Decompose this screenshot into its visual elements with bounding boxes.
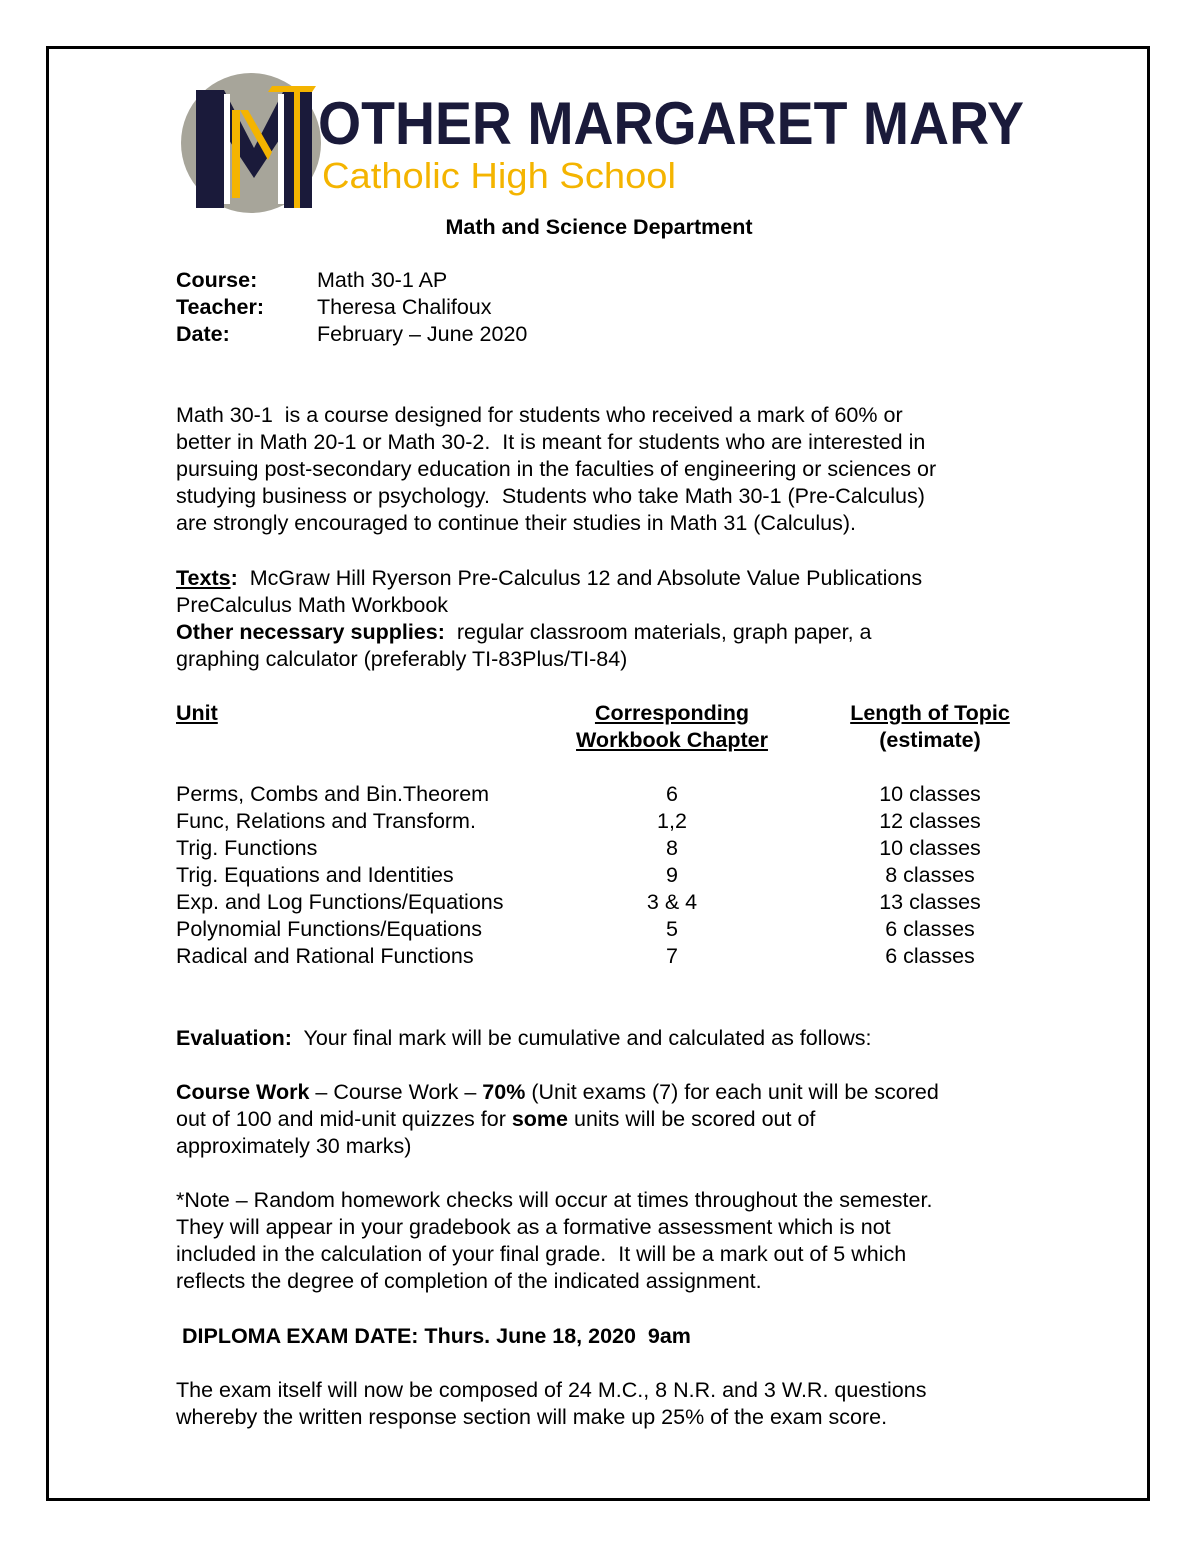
header-length-line1: Length of Topic (850, 701, 1010, 725)
header-length-line2: (estimate) (879, 728, 981, 752)
coursework-dash: – Course Work – (309, 1080, 483, 1104)
cell-unit: Exp. and Log Functions/Equations (176, 890, 504, 914)
note-paragraph (176, 1187, 1036, 1295)
cell-unit: Perms, Combs and Bin.Theorem (176, 782, 490, 806)
cell-chapter: 3 & 4 (646, 890, 698, 914)
logo-m-white-left (224, 94, 230, 204)
coursework-some: some (511, 1107, 569, 1131)
table-header-row-2 (176, 727, 1036, 754)
note-line: *Note – Random homework checks will occur at times throughout the semester. (176, 1188, 933, 1212)
exam-line: The exam itself will now be composed of 24 M.C., 8 N.R. and 3 W.R. questions (176, 1378, 927, 1402)
date-label: Date: (176, 322, 230, 346)
course-label: Course: (176, 268, 258, 292)
intro-paragraph (176, 402, 1036, 537)
cell-length: 10 classes (879, 782, 981, 806)
intro-line: are strongly encouraged to continue their studies in Math 31 (Calculus). (176, 511, 857, 535)
coursework-percent: 70% (482, 1080, 526, 1104)
note-line: reflects the degree of completion of the indicated assignment. (176, 1269, 762, 1293)
cell-unit: Trig. Functions (176, 836, 318, 860)
cell-length: 6 classes (885, 917, 975, 941)
supplies-label: Other necessary supplies: (176, 620, 445, 644)
intro-line: studying business or psychology. Students who take Math 30-1 (Pre-Calculus) (176, 484, 925, 508)
coursework-line2-post: units will be scored out of (568, 1107, 816, 1131)
note-line: They will appear in your gradebook as a formative assessment which is not (176, 1215, 891, 1239)
coursework-line2-pre: out of 100 and mid-unit quizzes for (176, 1107, 512, 1131)
intro-line: pursuing post-secondary education in the faculties of engineering or sciences or (176, 457, 937, 481)
evaluation-label: Evaluation: (176, 1026, 292, 1050)
cell-chapter: 8 (666, 836, 678, 860)
coursework-line3: approximately 30 marks) (176, 1134, 412, 1158)
cell-chapter: 6 (666, 782, 678, 806)
cell-length: 12 classes (879, 809, 981, 833)
cell-chapter: 9 (666, 863, 678, 887)
cell-unit: Polynomial Functions/Equations (176, 917, 482, 941)
header-chapter-line1: Corresponding (594, 701, 750, 725)
materials-section (176, 565, 1036, 673)
intro-line: better in Math 20-1 or Math 30-2. It is meant for students who are interested in (176, 430, 926, 454)
table-row (176, 943, 1036, 970)
cell-length: 13 classes (879, 890, 981, 914)
table-row (176, 835, 1036, 862)
cell-unit: Func, Relations and Transform. (176, 809, 476, 833)
texts-line1: McGraw Hill Ryerson Pre-Calculus 12 and Absolute Value Publications (237, 566, 923, 590)
date-value: February – June 2020 (317, 322, 528, 346)
evaluation-section (176, 1025, 1036, 1052)
table-row (176, 808, 1036, 835)
diploma-exam-date: DIPLOMA EXAM DATE: Thurs. June 18, 2020 9am (176, 1324, 691, 1348)
logo-m-white-right (278, 94, 284, 204)
logo-m-gold-left (232, 110, 240, 198)
cell-unit: Trig. Equations and Identities (176, 863, 454, 887)
table-row (176, 862, 1036, 889)
texts-line2: PreCalculus Math Workbook (176, 593, 449, 617)
school-logo-graphic (176, 70, 1036, 220)
logo-m-gold-right (294, 90, 300, 208)
department-heading: Math and Science Department (445, 215, 753, 239)
supplies-line1: regular classroom materials, graph paper, a (444, 620, 872, 644)
logo-subtitle: Catholic High School (322, 155, 676, 196)
table-header-row (176, 700, 1036, 727)
note-line: included in the calculation of your final grade. It will be a mark out of 5 which (176, 1242, 907, 1266)
cell-chapter: 1,2 (657, 809, 687, 833)
coursework-label: Course Work (176, 1080, 310, 1104)
coursework-rest: (Unit exams (7) for each unit will be scored (525, 1080, 939, 1104)
evaluation-text: Your final mark will be cumulative and calculated as follows: (291, 1026, 872, 1050)
logo-title: OTHER MARGARET MARY (318, 90, 1024, 157)
school-logo (176, 70, 1036, 220)
teacher-label: Teacher: (176, 295, 265, 319)
course-value: Math 30-1 AP (317, 268, 448, 292)
logo-m-gold-top (268, 86, 316, 92)
cell-length: 10 classes (879, 836, 981, 860)
header-chapter-line2: Workbook Chapter (576, 728, 768, 752)
table-row (176, 889, 1036, 916)
exam-paragraph (176, 1377, 1036, 1431)
exam-line: whereby the written response section will make up 25% of the exam score. (176, 1405, 888, 1429)
cell-chapter: 7 (666, 944, 678, 968)
coursework-section (176, 1079, 1036, 1160)
table-row (176, 916, 1036, 943)
table-row (176, 781, 1036, 808)
cell-chapter: 5 (666, 917, 678, 941)
cell-length: 6 classes (885, 944, 975, 968)
texts-label: Texts (176, 566, 231, 590)
teacher-value: Theresa Chalifoux (317, 295, 492, 319)
intro-line: Math 30-1 is a course designed for students who received a mark of 60% or (176, 403, 903, 427)
header-unit: Unit (176, 701, 218, 725)
supplies-line2: graphing calculator (preferably TI-83Plus/TI-84) (176, 647, 628, 671)
texts-colon: : (230, 566, 238, 590)
cell-unit: Radical and Rational Functions (176, 944, 474, 968)
cell-length: 8 classes (885, 863, 975, 887)
